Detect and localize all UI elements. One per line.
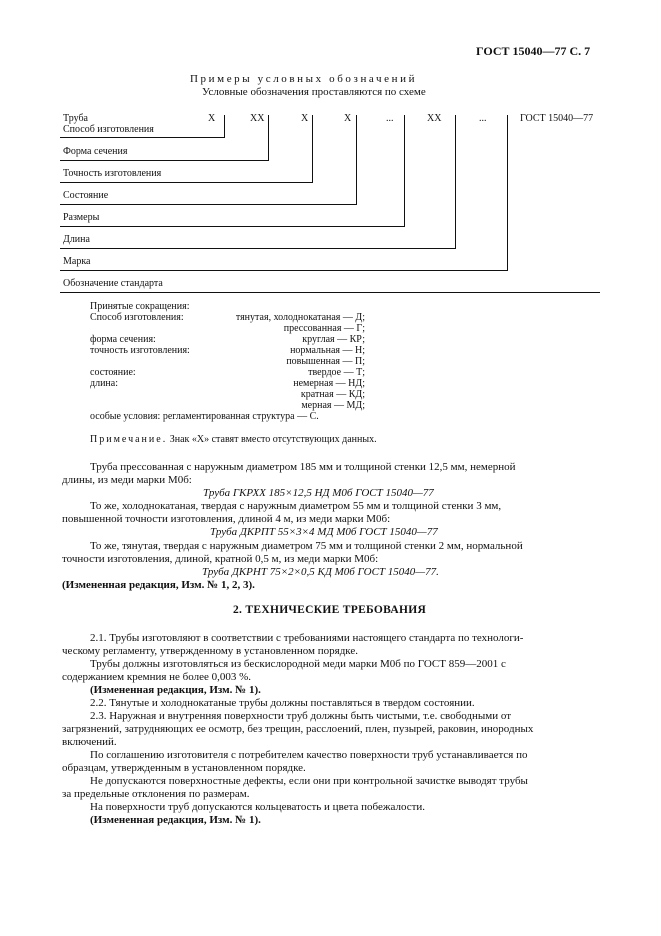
abbrev-label: состояние: <box>90 367 136 378</box>
abbrev-label: форма сечения: <box>90 334 156 345</box>
scheme-line <box>60 248 456 249</box>
scheme-col-5: ... <box>386 113 394 124</box>
example-3-line-2: точности изготовления, длиной, кратной 0,5 м, из меди марки М0б: <box>62 553 379 565</box>
scheme-connector <box>507 115 508 271</box>
scheme-connector <box>455 115 456 249</box>
p22: 2.2. Тянутые и холоднокатаные трубы должны поставляться в твердом состоянии. <box>90 697 475 709</box>
abbrev-value: твердое — Т; <box>308 367 365 378</box>
section-2-title: 2. ТЕХНИЧЕСКИЕ ТРЕБОВАНИЯ <box>233 604 427 616</box>
scheme-line <box>60 137 225 138</box>
abbrev-value: кратная — КД; <box>300 389 365 400</box>
abbrev-label: длина: <box>90 378 118 389</box>
abbrev-value: мерная — МД; <box>301 400 365 411</box>
abbrev-value: немерная — НД; <box>293 378 365 389</box>
scheme-col-3: X <box>301 113 309 124</box>
scheme-col-1: X <box>208 113 216 124</box>
scheme-line <box>60 182 313 183</box>
scheme-connector <box>312 115 313 183</box>
note-text: Знак «X» ставят вместо отсутствующих данных. <box>169 434 377 445</box>
p23-line-3: включений. <box>62 736 117 748</box>
abbrev-title: Принятые сокращения: <box>90 301 190 312</box>
scheme-row-grade: Марка <box>63 256 91 267</box>
abbrev-value: повышенная — П; <box>286 356 365 367</box>
scheme-line <box>60 160 269 161</box>
p23d: На поверхности труб допускаются кольцеватость и цвета побежалости. <box>90 801 426 813</box>
abbrev-value: прессованная — Г; <box>283 323 365 334</box>
example-1-line-1: Труба прессованная с наружным диаметром 185 мм и толщиной стенки 12,5 мм, немерной <box>90 461 516 473</box>
p21b-line-2: содержанием кремния не более 0,003 %. <box>62 671 252 683</box>
example-1-code: Труба ГКРХХ 185×12,5 НД М0б ГОСТ 15040—77 <box>203 487 434 499</box>
scheme-col-8: ГОСТ 15040—77 <box>520 113 594 124</box>
p23c-line-2: за предельные отклонения по размерам. <box>62 788 250 800</box>
p23b-line-1: По соглашению изготовителя с потребителем качество поверхности труб устанавливается по <box>90 749 528 761</box>
scheme-row-shape: Форма сечения <box>63 146 128 157</box>
p23c-line-1: Не допускаются поверхностные дефекты, если они при контрольной зачистке выводят трубы <box>90 775 528 787</box>
abbrev-label: точность изготовления: <box>90 345 190 356</box>
note <box>90 434 377 445</box>
page-header: ГОСТ 15040—77 С. 7 <box>476 44 591 58</box>
p23-line-1: 2.3. Наружная и внутренняя поверхности труб должны быть чистыми, т.е. свободными от <box>90 710 512 722</box>
scheme-col-4: X <box>344 113 352 124</box>
example-2-line-1: То же, холоднокатаная, твердая с наружным диаметром 55 мм и толщиной стенки 3 мм, <box>90 500 502 512</box>
scheme-line <box>60 204 357 205</box>
scheme-row-state: Состояние <box>63 190 109 201</box>
example-2-line-2: повышенной точности изготовления, длиной 4 м, из меди марки М0б: <box>62 513 391 525</box>
scheme-line <box>60 292 600 293</box>
p21-line-2: ческому регламенту, утвержденному в установленном порядке. <box>62 645 359 657</box>
edit-note-3: (Измененная редакция, Изм. № 1). <box>90 814 261 826</box>
scheme-col-7: ... <box>479 113 487 124</box>
p23-line-2: загрязнений, затрудняющих ее осмотр, без трещин, расслоений, плен, пузырей, раковин, инородных <box>62 723 534 735</box>
abbrev-value: тянутая, холоднокатаная — Д; <box>235 312 365 323</box>
example-1-line-2: длины, из меди марки М0б: <box>62 474 192 486</box>
scheme-line <box>60 270 508 271</box>
scheme-row-length: Длина <box>63 234 90 245</box>
scheme-col-6: XX <box>427 113 442 124</box>
p23b-line-2: образцам, утвержденным в установленном порядке. <box>62 762 306 774</box>
edit-note-2: (Измененная редакция, Изм. № 1). <box>90 684 261 696</box>
abbrev-value: круглая — КР; <box>302 334 365 345</box>
example-3-line-1: То же, тянутая, твердая с наружным диаметром 75 мм и толщиной стенки 2 мм, нормальной <box>90 540 523 552</box>
scheme-connector <box>404 115 405 227</box>
abbrev-value: нормальная — Н; <box>290 345 365 356</box>
scheme-connector <box>224 115 225 138</box>
example-3-code: Труба ДКРНТ 75×2×0,5 КД М0б ГОСТ 15040—77. <box>202 566 439 578</box>
scheme-connector <box>356 115 357 205</box>
examples-heading: Примеры условных обозначений <box>190 73 418 85</box>
abbrev-label: Способ изготовления: <box>90 312 184 323</box>
scheme-row-sizes: Размеры <box>63 212 100 223</box>
examples-subheading: Условные обозначения проставляются по схеме <box>202 86 426 98</box>
note-label: Примечание. <box>90 434 168 445</box>
p21b-line-1: Трубы должны изготовляться из бескислородной меди марки М0б по ГОСТ 859—2001 с <box>90 658 506 670</box>
p21-line-1: 2.1. Трубы изготовляют в соответствии с требованиями настоящего стандарта по технологи- <box>90 632 524 644</box>
scheme-connector <box>268 115 269 161</box>
edit-note-1: (Измененная редакция, Изм. № 1, 2, 3). <box>62 579 255 591</box>
scheme-row-accuracy: Точность изготовления <box>63 168 162 179</box>
scheme-row-standard: Обозначение стандарта <box>63 278 163 289</box>
scheme-line <box>60 226 405 227</box>
example-2-code: Труба ДКРПТ 55×3×4 МД М0б ГОСТ 15040—77 <box>210 526 438 538</box>
scheme-col-2: XX <box>250 113 265 124</box>
scheme-row-pipe: Труба <box>63 113 88 124</box>
scheme-row-method: Способ изготовления <box>63 124 154 135</box>
abbrev-special: особые условия: регламентированная структура — С. <box>90 411 319 422</box>
